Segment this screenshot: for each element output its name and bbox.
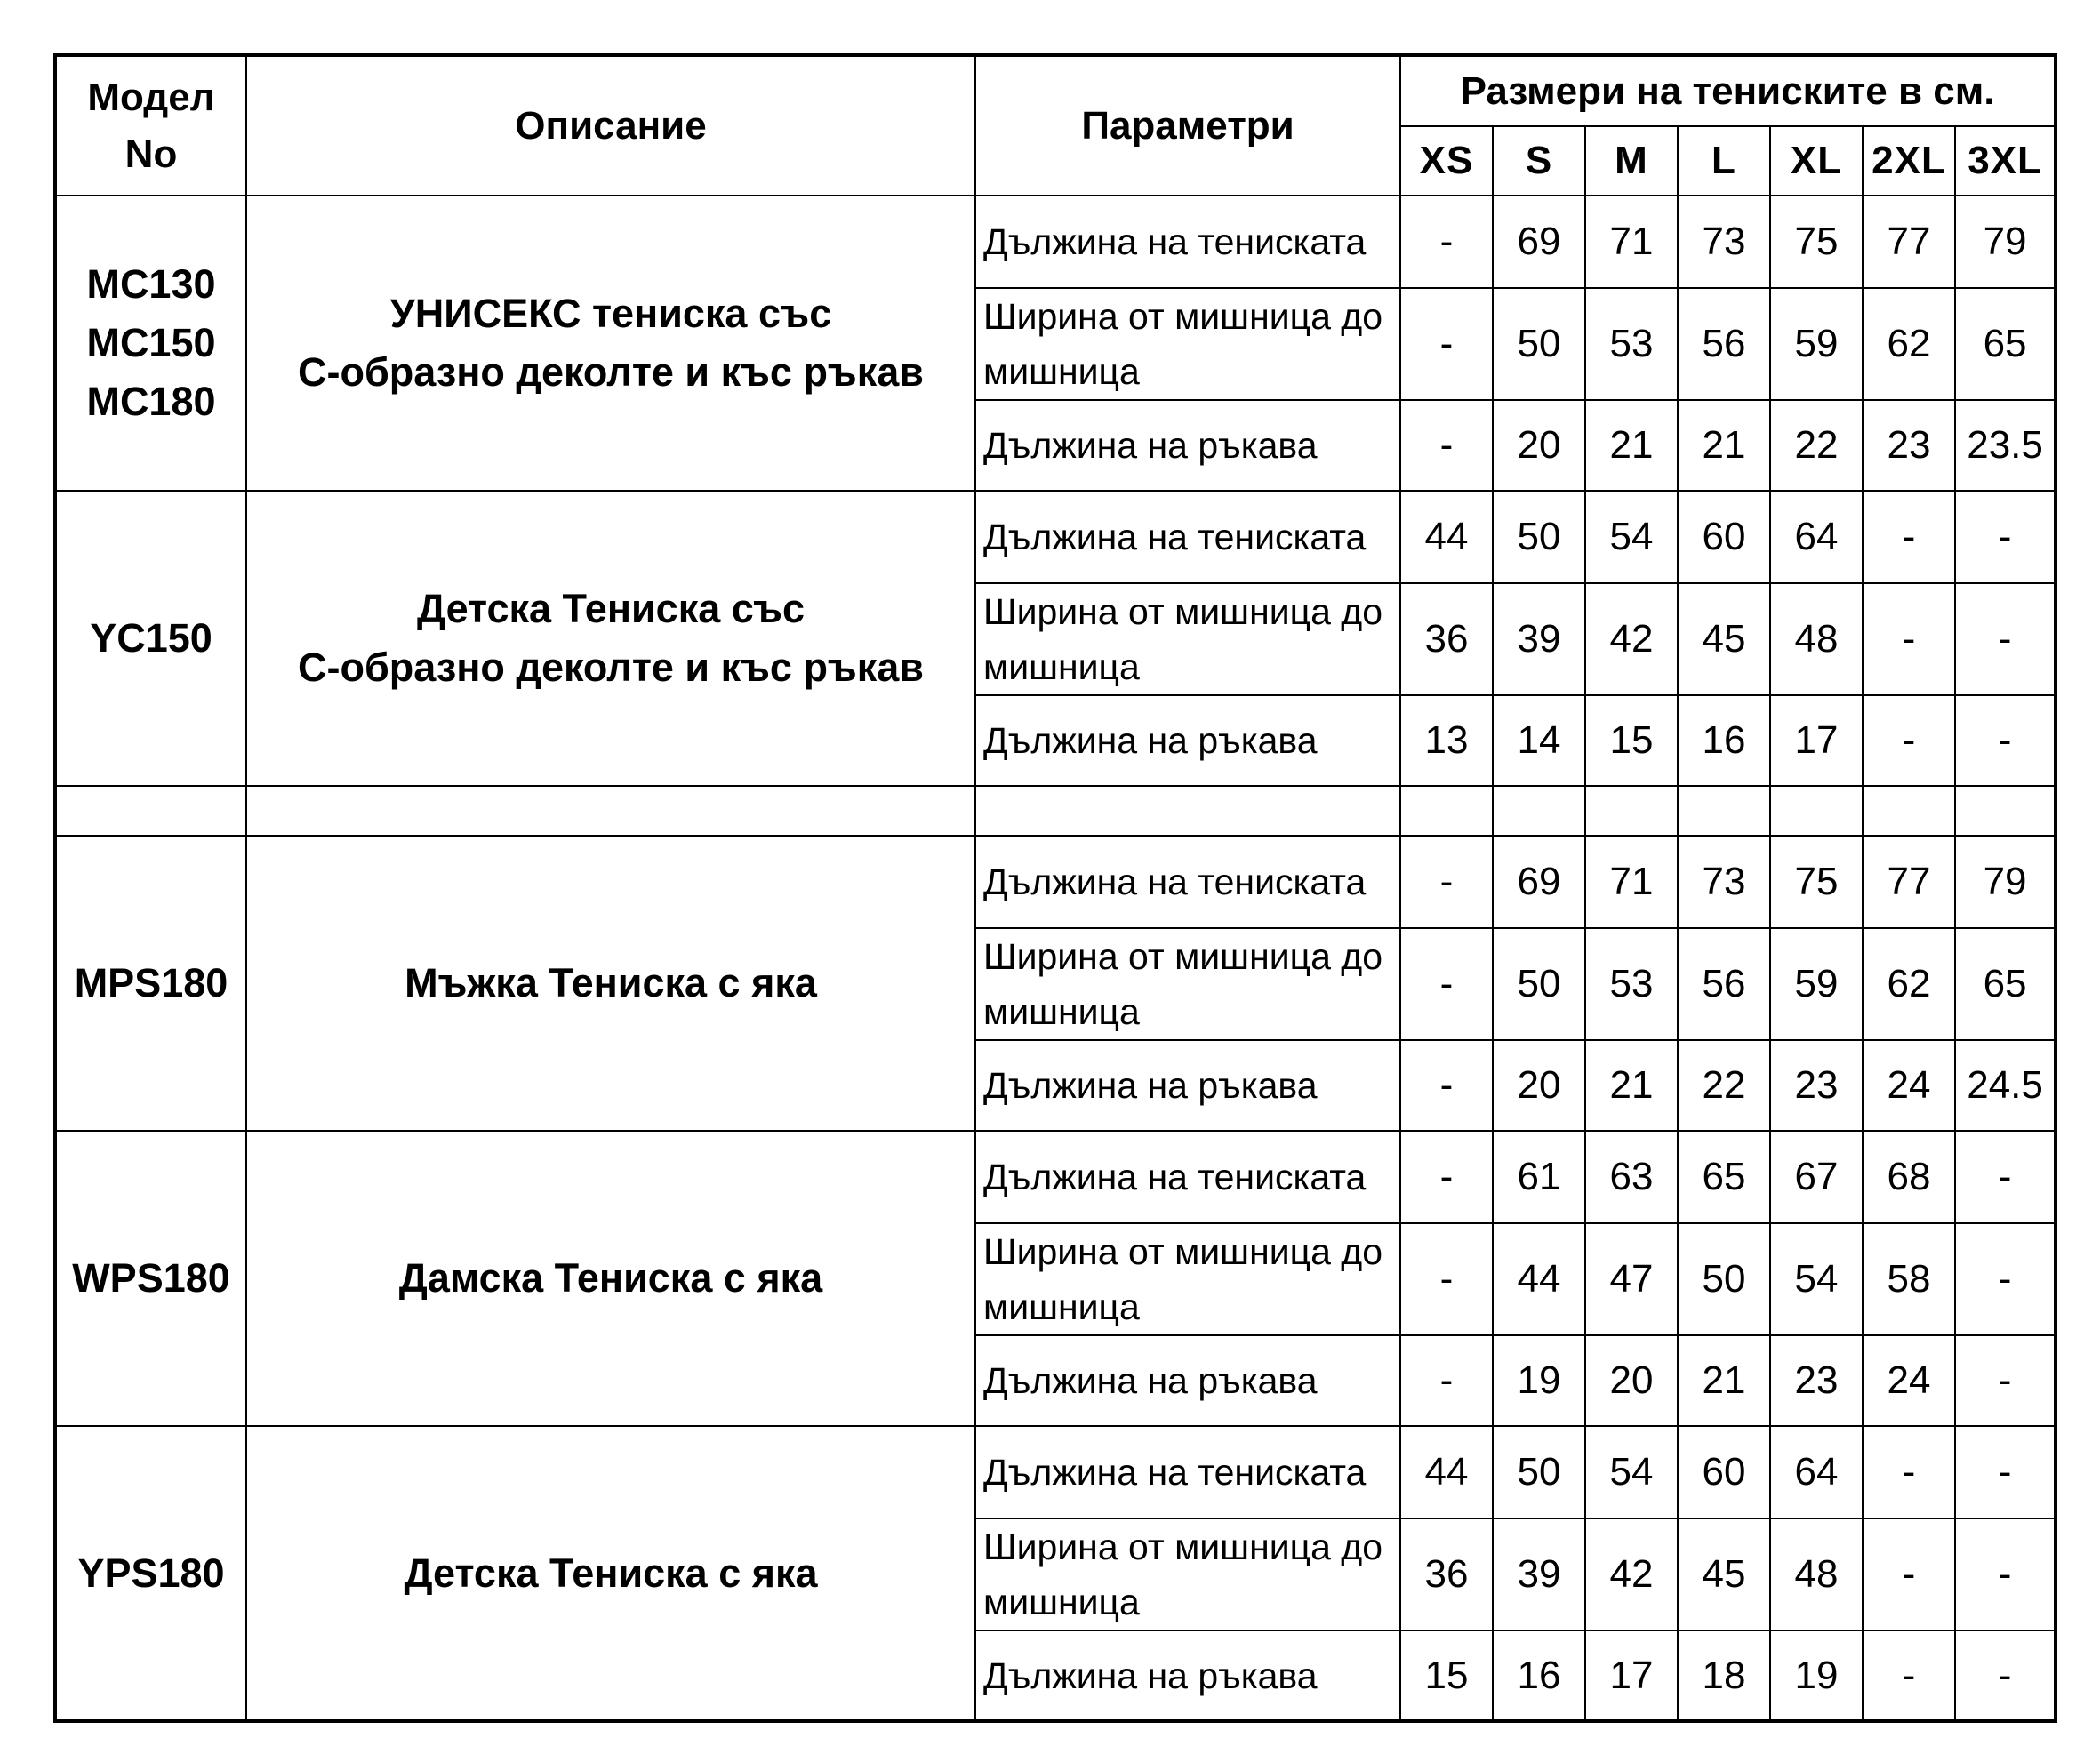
value-cell-m: 21 — [1585, 1040, 1678, 1131]
value-cell-s: 20 — [1493, 1040, 1585, 1131]
parameter-cell: Дължина на ръкава — [975, 400, 1400, 491]
value-cell-s: 39 — [1493, 1518, 1585, 1630]
value-cell-2xl: - — [1863, 695, 1955, 786]
value-cell-m: 20 — [1585, 1335, 1678, 1426]
description-cell — [246, 196, 975, 491]
value-cell-xl: 59 — [1770, 288, 1863, 400]
size-header-3xl: 3XL — [1955, 126, 2056, 196]
value-cell-2xl: 23 — [1863, 400, 1955, 491]
description-line: С-образно деколте и къс ръкав — [298, 349, 924, 395]
value-cell-l: 56 — [1678, 928, 1770, 1040]
value-cell-2xl: 24 — [1863, 1335, 1955, 1426]
parameter-cell: Ширина от мишница до мишница — [975, 583, 1400, 695]
value-cell-2xl: 77 — [1863, 836, 1955, 928]
value-cell-3xl: - — [1955, 695, 2056, 786]
value-cell-m: 42 — [1585, 1518, 1678, 1630]
value-cell-l: 45 — [1678, 583, 1770, 695]
value-cell-l: 21 — [1678, 400, 1770, 491]
description-line: Детска Тениска със — [416, 586, 806, 631]
value-cell-3xl: - — [1955, 1518, 2056, 1630]
value-cell-3xl: 79 — [1955, 836, 2056, 928]
value-cell-xl: 59 — [1770, 928, 1863, 1040]
value-cell-xs: - — [1400, 400, 1493, 491]
model-number: WPS180 — [72, 1255, 230, 1301]
value-cell-xl: 67 — [1770, 1131, 1863, 1223]
value-cell-xl: 48 — [1770, 583, 1863, 695]
value-cell-m: 42 — [1585, 583, 1678, 695]
model-number: MC130 — [86, 261, 216, 307]
value-cell-xs: - — [1400, 1223, 1493, 1335]
value-cell-l: 73 — [1678, 196, 1770, 288]
model-cell — [55, 1131, 246, 1426]
value-cell-2xl: - — [1863, 1630, 1955, 1721]
value-cell-s: 50 — [1493, 1426, 1585, 1518]
value-cell-xs: - — [1400, 836, 1493, 928]
value-cell-m: 53 — [1585, 928, 1678, 1040]
value-cell-3xl: - — [1955, 491, 2056, 583]
empty-spacer-row — [55, 786, 2056, 836]
value-cell-xl: 23 — [1770, 1335, 1863, 1426]
value-cell-2xl: 24 — [1863, 1040, 1955, 1131]
parameter-cell: Дължина на тениската — [975, 836, 1400, 928]
parameter-cell: Дължина на тениската — [975, 196, 1400, 288]
model-number: MC180 — [86, 379, 216, 424]
value-cell-xl: 48 — [1770, 1518, 1863, 1630]
model-header-line2: No — [124, 132, 178, 176]
description-cell — [246, 1426, 975, 1721]
model-cell — [55, 836, 246, 1131]
description-header: Описание — [246, 55, 975, 196]
parameters-header: Параметри — [975, 55, 1400, 196]
value-cell-s: 50 — [1493, 288, 1585, 400]
table-row — [55, 491, 2056, 583]
value-cell-m: 47 — [1585, 1223, 1678, 1335]
model-number: YPS180 — [77, 1550, 225, 1596]
empty-cell — [1400, 786, 1493, 836]
model-number: MPS180 — [74, 960, 228, 1005]
value-cell-m: 15 — [1585, 695, 1678, 786]
parameter-cell: Дължина на ръкава — [975, 1040, 1400, 1131]
parameter-cell: Дължина на ръкава — [975, 1335, 1400, 1426]
value-cell-m: 21 — [1585, 400, 1678, 491]
model-cell — [55, 491, 246, 786]
empty-cell — [975, 786, 1400, 836]
value-cell-m: 53 — [1585, 288, 1678, 400]
value-cell-m: 63 — [1585, 1131, 1678, 1223]
empty-cell — [1863, 786, 1955, 836]
value-cell-m: 17 — [1585, 1630, 1678, 1721]
parameter-cell: Дължина на тениската — [975, 1131, 1400, 1223]
parameter-cell: Дължина на ръкава — [975, 695, 1400, 786]
size-header-xl: XL — [1770, 126, 1863, 196]
value-cell-3xl: - — [1955, 1223, 2056, 1335]
model-header — [55, 55, 246, 196]
description-cell — [246, 836, 975, 1131]
value-cell-xl: 17 — [1770, 695, 1863, 786]
header-row-top — [55, 55, 2056, 126]
empty-cell — [246, 786, 975, 836]
size-chart-table — [53, 53, 2057, 1723]
value-cell-xl: 19 — [1770, 1630, 1863, 1721]
value-cell-xs: - — [1400, 288, 1493, 400]
value-cell-l: 50 — [1678, 1223, 1770, 1335]
sizes-title: Размери на тениските в см. — [1400, 55, 2056, 126]
table-row — [55, 1131, 2056, 1223]
value-cell-xs: 36 — [1400, 583, 1493, 695]
value-cell-xs: 44 — [1400, 491, 1493, 583]
value-cell-xl: 22 — [1770, 400, 1863, 491]
value-cell-s: 69 — [1493, 836, 1585, 928]
value-cell-l: 65 — [1678, 1131, 1770, 1223]
value-cell-xl: 23 — [1770, 1040, 1863, 1131]
value-cell-m: 54 — [1585, 491, 1678, 583]
value-cell-xs: - — [1400, 1335, 1493, 1426]
description-line: Детска Тениска с яка — [404, 1550, 818, 1596]
description-line: С-образно деколте и къс ръкав — [298, 645, 924, 690]
size-header-2xl: 2XL — [1863, 126, 1955, 196]
value-cell-l: 73 — [1678, 836, 1770, 928]
value-cell-3xl: 23.5 — [1955, 400, 2056, 491]
value-cell-s: 19 — [1493, 1335, 1585, 1426]
empty-cell — [1770, 786, 1863, 836]
value-cell-3xl: 65 — [1955, 928, 2056, 1040]
size-header-xs: XS — [1400, 126, 1493, 196]
value-cell-l: 16 — [1678, 695, 1770, 786]
value-cell-xs: 36 — [1400, 1518, 1493, 1630]
model-header-line1: Модел — [87, 75, 215, 119]
value-cell-xs: - — [1400, 928, 1493, 1040]
value-cell-l: 45 — [1678, 1518, 1770, 1630]
value-cell-l: 60 — [1678, 491, 1770, 583]
value-cell-2xl: 58 — [1863, 1223, 1955, 1335]
empty-cell — [55, 786, 246, 836]
value-cell-3xl: 65 — [1955, 288, 2056, 400]
value-cell-s: 61 — [1493, 1131, 1585, 1223]
description-line: Дамска Тениска с яка — [398, 1255, 823, 1301]
value-cell-s: 39 — [1493, 583, 1585, 695]
value-cell-3xl: 24.5 — [1955, 1040, 2056, 1131]
value-cell-2xl: - — [1863, 583, 1955, 695]
value-cell-xs: 44 — [1400, 1426, 1493, 1518]
value-cell-xs: - — [1400, 1040, 1493, 1131]
value-cell-3xl: - — [1955, 1335, 2056, 1426]
value-cell-s: 16 — [1493, 1630, 1585, 1721]
value-cell-3xl: 79 — [1955, 196, 2056, 288]
value-cell-m: 71 — [1585, 836, 1678, 928]
value-cell-l: 60 — [1678, 1426, 1770, 1518]
parameter-cell: Ширина от мишница до мишница — [975, 288, 1400, 400]
parameter-cell: Ширина от мишница до мишница — [975, 928, 1400, 1040]
value-cell-s: 20 — [1493, 400, 1585, 491]
value-cell-s: 50 — [1493, 491, 1585, 583]
description-cell — [246, 1131, 975, 1426]
value-cell-l: 21 — [1678, 1335, 1770, 1426]
table-row — [55, 1426, 2056, 1518]
value-cell-s: 14 — [1493, 695, 1585, 786]
model-number: YC150 — [90, 615, 212, 661]
value-cell-m: 71 — [1585, 196, 1678, 288]
value-cell-xs: - — [1400, 1131, 1493, 1223]
value-cell-2xl: - — [1863, 491, 1955, 583]
value-cell-xs: 15 — [1400, 1630, 1493, 1721]
value-cell-xl: 75 — [1770, 836, 1863, 928]
parameter-cell: Дължина на тениската — [975, 1426, 1400, 1518]
description-line: Мъжка Тениска с яка — [405, 960, 817, 1005]
value-cell-xl: 75 — [1770, 196, 1863, 288]
size-header-l: L — [1678, 126, 1770, 196]
value-cell-3xl: - — [1955, 1630, 2056, 1721]
value-cell-3xl: - — [1955, 1426, 2056, 1518]
value-cell-3xl: - — [1955, 583, 2056, 695]
value-cell-s: 44 — [1493, 1223, 1585, 1335]
size-header-s: S — [1493, 126, 1585, 196]
value-cell-s: 69 — [1493, 196, 1585, 288]
value-cell-2xl: 62 — [1863, 928, 1955, 1040]
model-number: MC150 — [86, 320, 216, 365]
value-cell-xl: 64 — [1770, 1426, 1863, 1518]
value-cell-l: 18 — [1678, 1630, 1770, 1721]
value-cell-2xl: - — [1863, 1426, 1955, 1518]
parameter-cell: Дължина на тениската — [975, 491, 1400, 583]
parameter-cell: Ширина от мишница до мишница — [975, 1223, 1400, 1335]
value-cell-2xl: 68 — [1863, 1131, 1955, 1223]
value-cell-m: 54 — [1585, 1426, 1678, 1518]
value-cell-s: 50 — [1493, 928, 1585, 1040]
value-cell-3xl: - — [1955, 1131, 2056, 1223]
empty-cell — [1955, 786, 2056, 836]
table-body — [55, 196, 2056, 1721]
model-cell — [55, 1426, 246, 1721]
value-cell-2xl: 62 — [1863, 288, 1955, 400]
empty-cell — [1493, 786, 1585, 836]
value-cell-l: 22 — [1678, 1040, 1770, 1131]
value-cell-l: 56 — [1678, 288, 1770, 400]
value-cell-2xl: - — [1863, 1518, 1955, 1630]
value-cell-xl: 64 — [1770, 491, 1863, 583]
model-cell — [55, 196, 246, 491]
description-cell — [246, 491, 975, 786]
description-line: УНИСЕКС тениска със — [389, 291, 832, 336]
empty-cell — [1678, 786, 1770, 836]
table-row — [55, 196, 2056, 288]
value-cell-xs: 13 — [1400, 695, 1493, 786]
parameter-cell: Ширина от мишница до мишница — [975, 1518, 1400, 1630]
value-cell-xs: - — [1400, 196, 1493, 288]
value-cell-xl: 54 — [1770, 1223, 1863, 1335]
table-row — [55, 836, 2056, 928]
size-header-m: M — [1585, 126, 1678, 196]
value-cell-2xl: 77 — [1863, 196, 1955, 288]
empty-cell — [1585, 786, 1678, 836]
parameter-cell: Дължина на ръкава — [975, 1630, 1400, 1721]
